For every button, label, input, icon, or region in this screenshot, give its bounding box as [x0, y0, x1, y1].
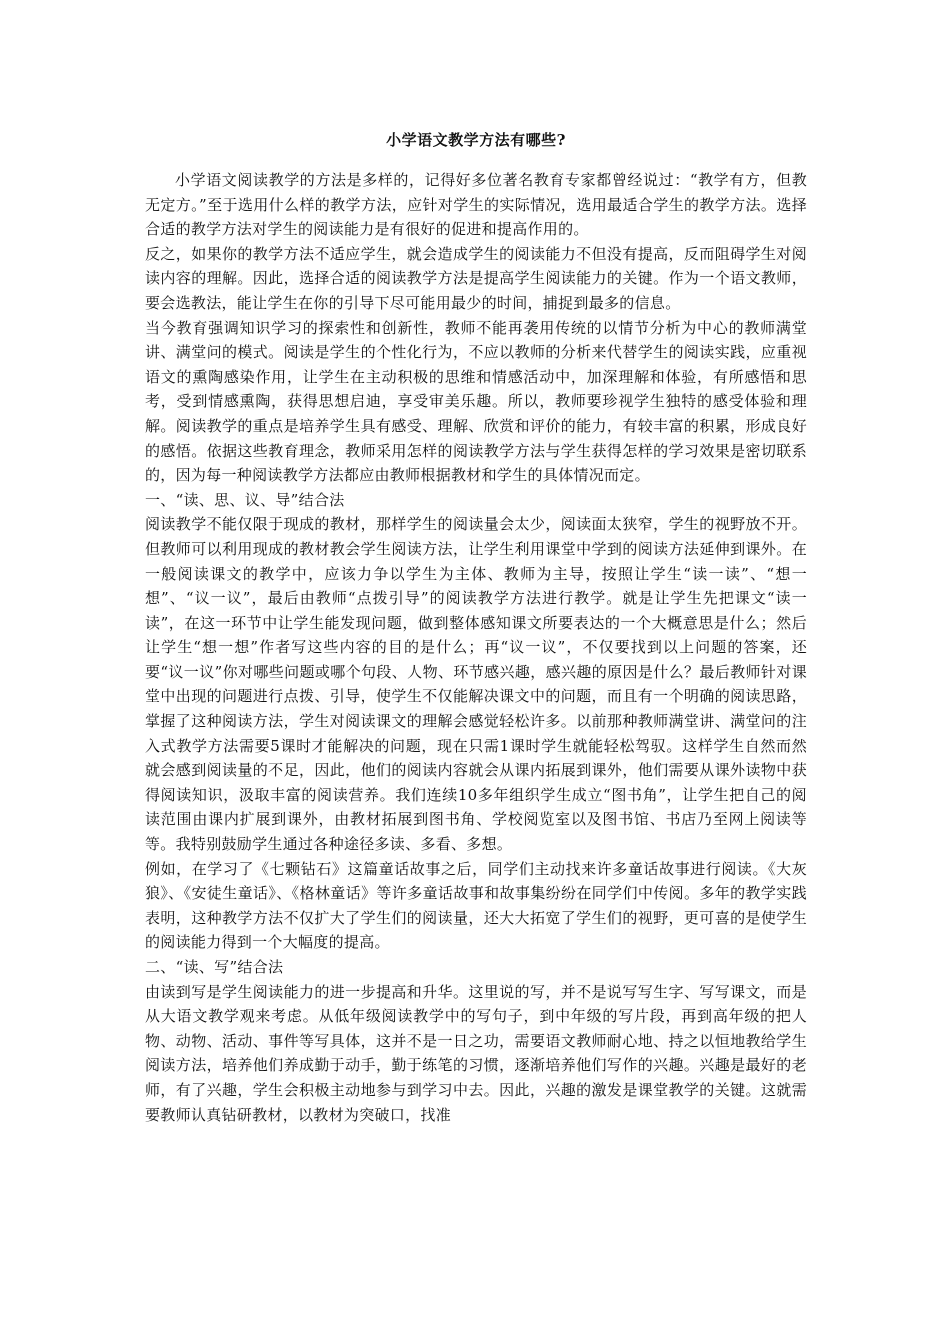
section-1-paragraph: 阅读教学不能仅限于现成的教材，那样学生的阅读量会太少，阅读面太狭窄，学生的视野放不开。但教师可以利用现成的教材教会学生阅读方法，让学生利用课堂中学到的阅读方法延伸到课外。在一般阅读课文的教学中，应该力争以学生为主体、教师为主导，按照让学生“读一读”、“想一想”、“议一议”，最后由教师“点拨引导”的阅读教学方法进行教学。就是让学生先把课文“读一读”，在这一环节中让学生能发现问题，做到整体感知课文所要表达的一个大概意思是什么；然后让学生“想一想”作者写这些内容的目的是什么；再“议一议”，不仅要找到以上问题的答案，还要“议一议”你对哪些问题或哪个句段、人物、环节感兴趣，感兴趣的原因是什么？最后教师针对课堂中出现的问题进行点拨、引导，使学生不仅能解决课文中的问题，而且有一个明确的阅读思路，掌握了这种阅读方法，学生对阅读课文的理解会感觉轻松许多。以前那种教师满堂讲、满堂问的注入式教学方法需要5课时才能解决的问题，现在只需1课时学生就能轻松驾驭。这样学生自然而然就会感到阅读量的不足，因此，他们的阅读内容就会从课内拓展到课外，他们需要从课外读物中获得阅读知识，汲取丰富的阅读营养。我们连续10多年组织学生成立“图书角”，让学生把自己的阅读范围由课内扩展到课外，由教材拓展到图书角、学校阅览室以及图书馆、书店乃至网上阅读等等。我特别鼓励学生通过各种途径多读、多看、多想。	[145, 515, 807, 854]
section-1-paragraph: 例如，在学习了《七颗钻石》这篇童话故事之后，同学们主动找来许多童话故事进行阅读。《大灰狼》、《安徒生童话》、《格林童话》等许多童话故事和故事集纷纷在同学们中传阅。多年的教学实践表明，这种教学方法不仅扩大了学生们的阅读量，还大大拓宽了学生们的视野，更可喜的是使学生的阅读能力得到一个大幅度的提高。	[145, 859, 807, 952]
body-paragraph: 反之，如果你的教学方法不适应学生，就会造成学生的阅读能力不但没有提高，反而阻碍学生对阅读内容的理解。因此，选择合适的阅读教学方法是提高学生阅读能力的关键。作为一个语文教师，要会选教法，能让学生在你的引导下尽可能用最少的时间，捕捉到最多的信息。	[145, 244, 807, 312]
intro-paragraph: 小学语文阅读教学的方法是多样的，记得好多位著名教育专家都曾经说过：“教学有方，但教无定方。”至于选用什么样的教学方法，应针对学生的实际情况，选用最适合学生的教学方法。选择合适的教学方法对学生的阅读能力是有很好的促进和提高作用的。	[145, 171, 807, 239]
body-paragraph: 当今教育强调知识学习的探索性和创新性，教师不能再袭用传统的以情节分析为中心的教师满堂讲、满堂问的模式。阅读是学生的个性化行为，不应以教师的分析来代替学生的阅读实践，应重视语文的熏陶感染作用，让学生在主动积极的思维和情感活动中，加深理解和体验，有所感悟和思考，受到情感熏陶，获得思想启迪，享受审美乐趣。所以，教师要珍视学生独特的感受体验和理解。阅读教学的重点是培养学生具有感受、理解、欣赏和评价的能力，有较丰富的积累，形成良好的感悟。依据这些教育理念，教师采用怎样的阅读教学方法与学生获得怎样的学习效果是密切联系的，因为每一种阅读教学方法都应由教师根据教材和学生的具体情况而定。	[145, 318, 807, 485]
section-heading-2: 二、“读、写”结合法	[145, 958, 284, 976]
document-page	[145, 128, 807, 1127]
section-2-paragraph: 由读到写是学生阅读能力的进一步提高和升华。这里说的写，并不是说写写生字、写写课文，而是从大语文教学观来考虑。从低年级阅读教学中的写句子，到中年级的写片段，再到高年级的把人物、动物、活动、事件等写具体，这并不是一日之功，需要语文教师耐心地、持之以恒地教给学生阅读方法，培养他们养成勤于动手，勤于练笔的习惯，逐渐培养他们写作的兴趣。兴趣是最好的老师，有了兴趣，学生会积极主动地参与到学习中去。因此，兴趣的激发是课堂教学的关键。这就需要教师认真钻研教材，以教材为突破口，找准	[145, 982, 807, 1124]
section-heading-1: 一、“读、思、议、导”结合法	[145, 490, 345, 509]
document-title: 小学语文教学方法有哪些?	[386, 131, 566, 149]
